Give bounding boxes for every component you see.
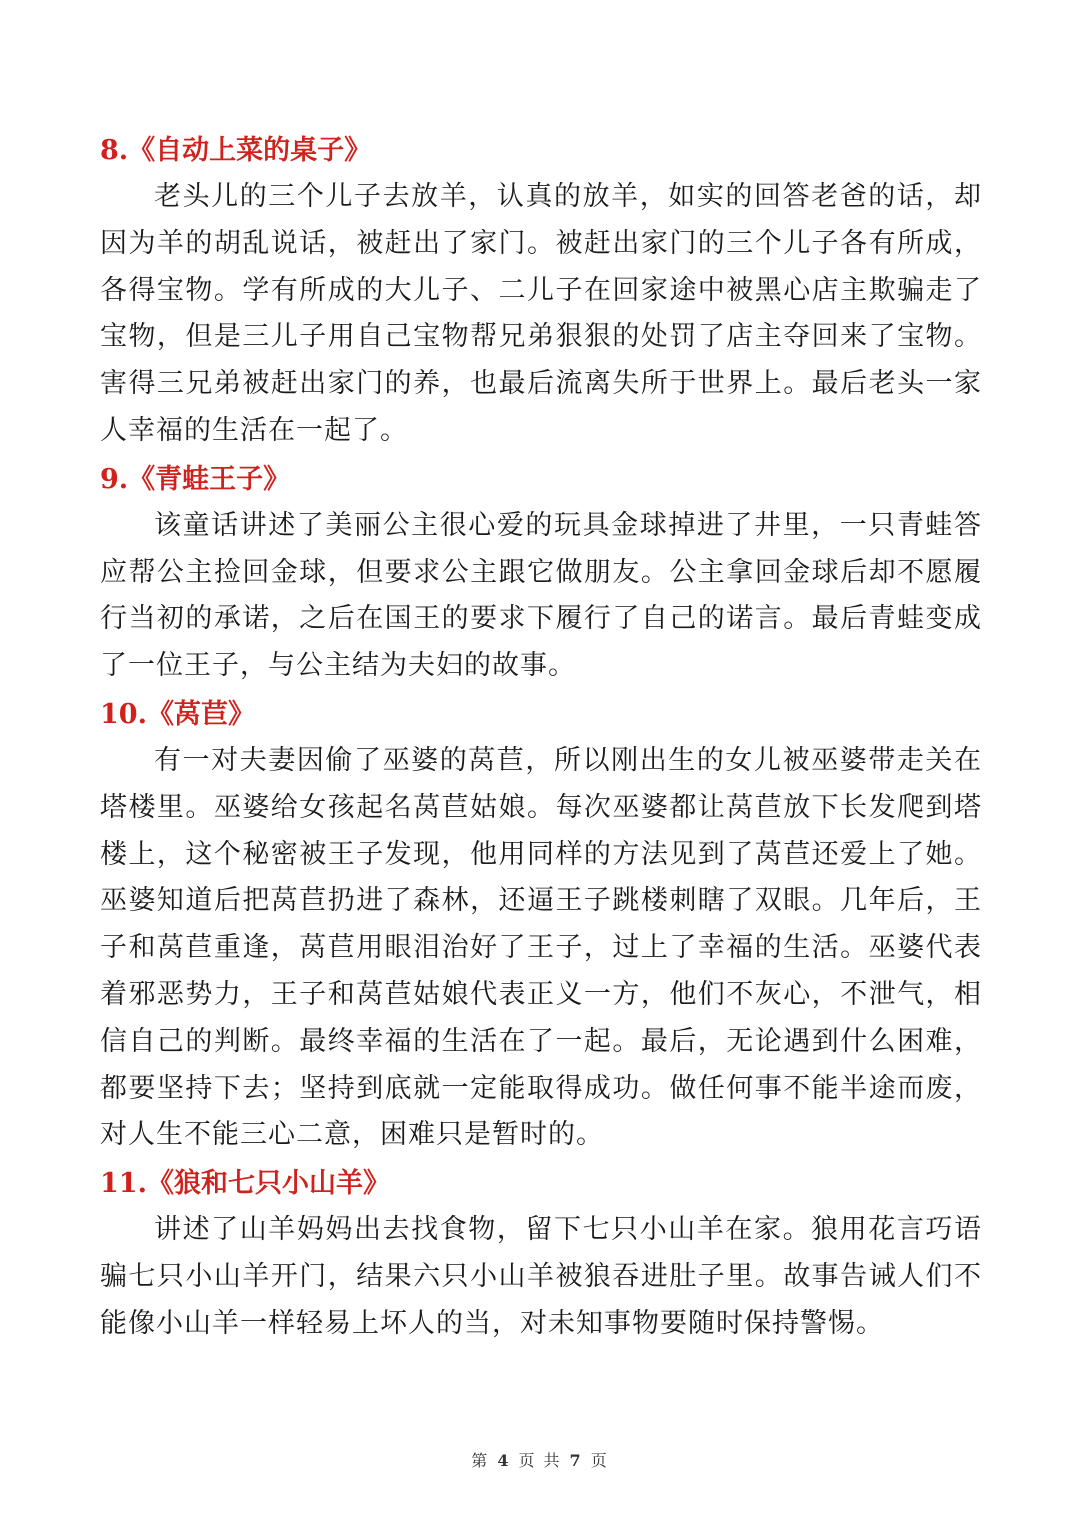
story-section-8 (100, 130, 982, 459)
section-title: 8.《自动上菜的桌子》 (100, 135, 372, 166)
document-page (100, 130, 982, 1352)
story-section-10 (100, 694, 982, 1163)
story-section-9 (100, 459, 982, 694)
section-title: 10.《莴苣》 (100, 698, 255, 730)
section-body: 讲述了山羊妈妈出去找食物，留下七只小山羊在家。狼用花言巧语骗七只小山羊开门，结果六只小山羊被狼吞进肚子里。故事告诫人们不能像小山羊一样轻易上坏人的当，对未知事物要随时保持警惕。 (100, 1214, 982, 1339)
page-footer (0, 1448, 1080, 1471)
section-title: 11.《狼和七只小山羊》 (100, 1168, 390, 1200)
footer-suffix: 页 (590, 1451, 609, 1470)
story-section-11 (100, 1163, 982, 1351)
section-body: 老头儿的三个儿子去放羊，认真的放羊，如实的回答老爸的话，却因为羊的胡乱说话，被赶出了家门。被赶出家门的三个儿子各有所成，各得宝物。学有所成的大儿子、二儿子在回家途中被黑心店主欺骗走了宝物，但是三儿子用自己宝物帮兄弟狠狠的处罚了店主夺回来了宝物。害得三兄弟被赶出家门的养，也最后流离失所于世界上。最后老头一家人幸福的生活在一起了。 (100, 181, 982, 446)
footer-middle: 页 共 (518, 1451, 562, 1470)
footer-prefix: 第 (471, 1451, 490, 1470)
footer-total-pages: 7 (569, 1451, 583, 1470)
footer-page-number: 4 (497, 1451, 511, 1470)
section-body: 有一对夫妻因偷了巫婆的莴苣，所以刚出生的女儿被巫婆带走关在塔楼里。巫婆给女孩起名莴苣姑娘。每次巫婆都让莴苣放下长发爬到塔楼上，这个秘密被王子发现，他用同样的方法见到了莴苣还爱上了她。巫婆知道后把莴苣扔进了森林，还逼王子跳楼刺瞎了双眼。几年后，王子和莴苣重逢，莴苣用眼泪治好了王子，过上了幸福的生活。巫婆代表着邪恶势力，王子和莴苣姑娘代表正义一方，他们不灰心，不泄气，相信自己的判断。最终幸福的生活在了一起。最后，无论遇到什么困难，都要坚持下去；坚持到底就一定能取得成功。做任何事不能半途而废，对人生不能三心二意，困难只是暂时的。 (100, 744, 982, 1151)
section-body: 该童话讲述了美丽公主很心爱的玩具金球掉进了井里，一只青蛙答应帮公主捡回金球，但要求公主跟它做朋友。公主拿回金球后却不愿履行当初的承诺，之后在国王的要求下履行了自己的诺言。最后青蛙变成了一位王子，与公主结为夫妇的故事。 (100, 509, 982, 682)
section-title: 9.《青蛙王子》 (100, 463, 291, 495)
